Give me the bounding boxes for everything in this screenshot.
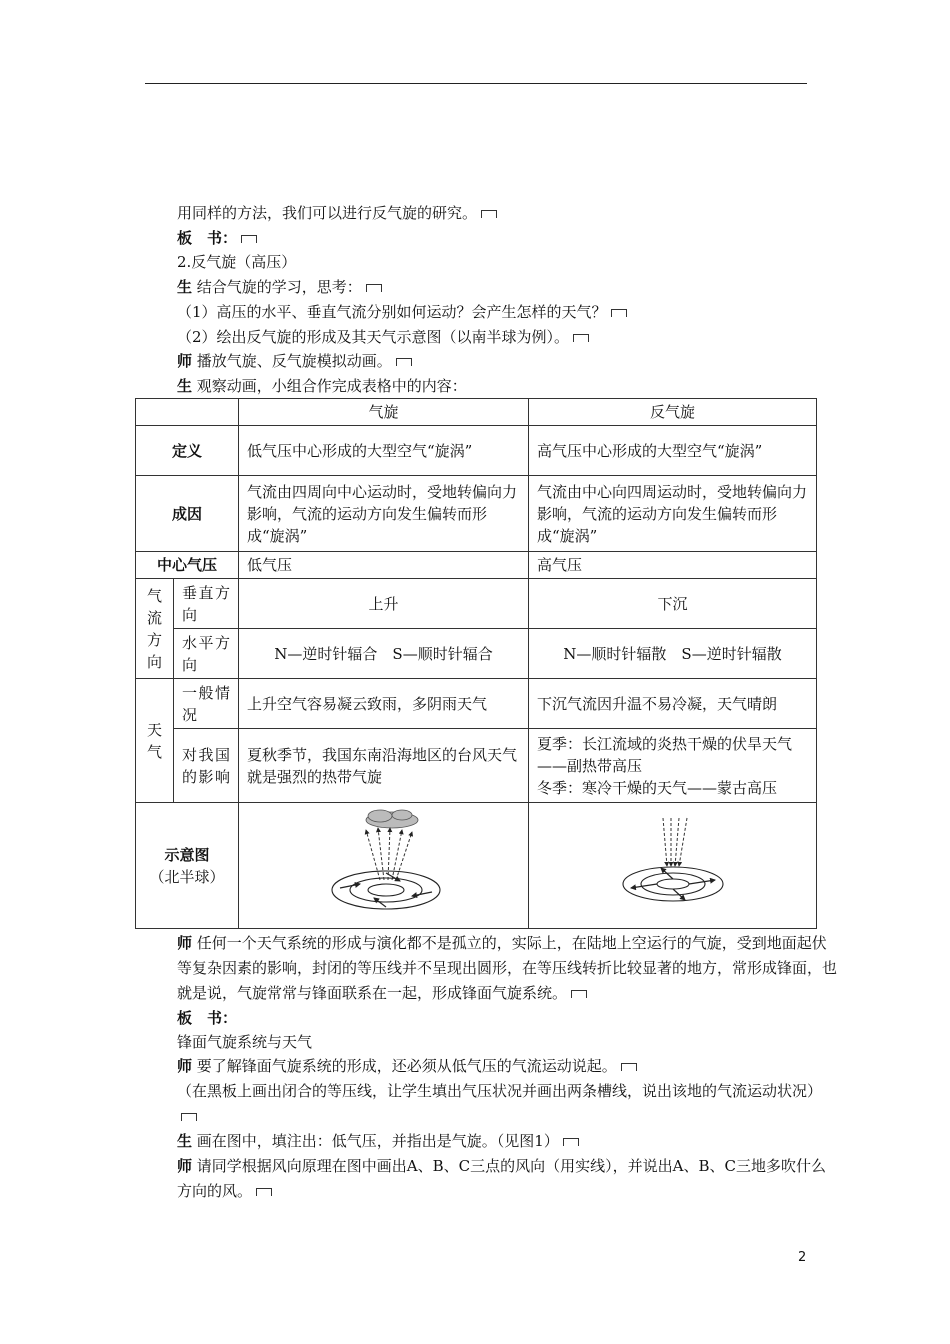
china-anticyclone (529, 729, 817, 803)
cloud-icon (366, 810, 418, 828)
horizontal-anticyclone: N—顺时针辐散 S—逆时针辐散 (529, 629, 817, 679)
comparison-table (135, 398, 817, 929)
question-1: （1）高压的水平、垂直气流分别如何运动？会产生怎样的天气？ (145, 300, 839, 324)
pressure-cyclone: 低气压 (239, 552, 529, 579)
pressure-anticyclone: 高气压 (529, 552, 817, 579)
anticyclone-heading: 2.反气旋（高压） (177, 253, 297, 271)
after-p1: 师 任何一个天气系统的形成与演化都不是孤立的，实际上，在陆地上空运行的气旋，受到地面起伏等复杂因素的影响，封闭的等压线并不呈现出圆形，在等压线转折比较显著的地方，常形成锋面，也就是说，气旋常常与锋面联系在一起，形成锋面气旋系统。 (177, 934, 838, 1002)
row-label-diagram (136, 803, 239, 929)
row-label-general: 一般情况 (174, 679, 239, 729)
def-cyclone: 低气压中心形成的大型空气“旋涡” (239, 426, 529, 476)
row-label-pressure: 中心气压 (136, 552, 239, 579)
row-label-definition: 定义 (136, 426, 239, 476)
row-label-china: 对我国的影响 (174, 729, 239, 803)
question-2: （2）绘出反气旋的形成及其天气示意图（以南半球为例）。 (145, 325, 839, 349)
china-cyclone: 夏秋季节，我国东南沿海地区的台风天气就是强烈的热带气旋 (239, 729, 529, 803)
horizontal-cyclone: N—逆时针辐合 S—顺时针辐合 (239, 629, 529, 679)
after-p3: （在黑板上画出闭合的等压线，让学生填出气压状况并画出两条槽线，说出该地的气流运动状况） (145, 1079, 839, 1129)
vertical-cyclone: 上升 (239, 579, 529, 629)
shi-line: 师 播放气旋、反气旋模拟动画。 (145, 349, 839, 373)
page-number: 2 (798, 1250, 807, 1265)
after-banshu: 板 书： (177, 1009, 238, 1027)
cyclone-diagram-cell (239, 803, 529, 929)
after-p5: 师 请同学根据风向原理在图中画出A、B、C三点的风向（用实线），并说出A、B、C三地多吹什么方向的风。 (177, 1157, 826, 1200)
banshu-line: 板 书： (145, 226, 839, 250)
sheng-line: 生 结合气旋的学习，思考： (145, 275, 839, 299)
cause-cyclone: 气流由四周向中心运动时，受地转偏向力影响，气流的运动方向发生偏转而形成“旋涡” (239, 476, 529, 552)
header-anticyclone: 反气旋 (529, 399, 817, 426)
diagram-sub: （北半球） (149, 867, 225, 886)
china-anticyclone-summer: 夏季：长江流域的炎热干燥的伏旱天气——副热带高压 (537, 734, 793, 775)
diagram-label: 示意图 (164, 845, 210, 864)
cyclone-diagram (304, 808, 464, 918)
anticyclone-diagram (593, 808, 753, 918)
general-anticyclone: 下沉气流因升温不易冷凝，天气晴朗 (529, 679, 817, 729)
header-cyclone: 气旋 (239, 399, 529, 426)
def-anticyclone: 高气压中心形成的大型空气“旋涡” (529, 426, 817, 476)
row-label-cause: 成因 (136, 476, 239, 552)
header-rule (145, 83, 807, 84)
intro-line1: 用同样的方法，我们可以进行反气旋的研究。 (145, 201, 839, 225)
row-label-airflow: 气流方向 (136, 579, 174, 679)
after-heading: 锋面气旋系统与天气 (177, 1033, 313, 1051)
after-p4: 生 画在图中，填注出：低气压，并指出是气旋。（见图1） (145, 1129, 839, 1153)
row-label-horizontal: 水平方向 (174, 629, 239, 679)
row-label-weather: 天气 (136, 679, 174, 803)
general-cyclone: 上升空气容易凝云致雨，多阴雨天气 (239, 679, 529, 729)
after-p2: 师 要了解锋面气旋系统的形成，还必须从低气压的气流运动说起。 (145, 1054, 839, 1078)
vertical-anticyclone: 下沉 (529, 579, 817, 629)
cause-anticyclone: 气流由中心向四周运动时，受地转偏向力影响，气流的运动方向发生偏转而形成“旋涡” (529, 476, 817, 552)
row-label-vertical: 垂直方向 (174, 579, 239, 629)
anticyclone-diagram-cell (529, 803, 817, 929)
china-anticyclone-winter: 冬季：寒冷干燥的天气——蒙古高压 (537, 778, 778, 797)
sheng2-line: 生 观察动画，小组合作完成表格中的内容： (177, 377, 467, 395)
